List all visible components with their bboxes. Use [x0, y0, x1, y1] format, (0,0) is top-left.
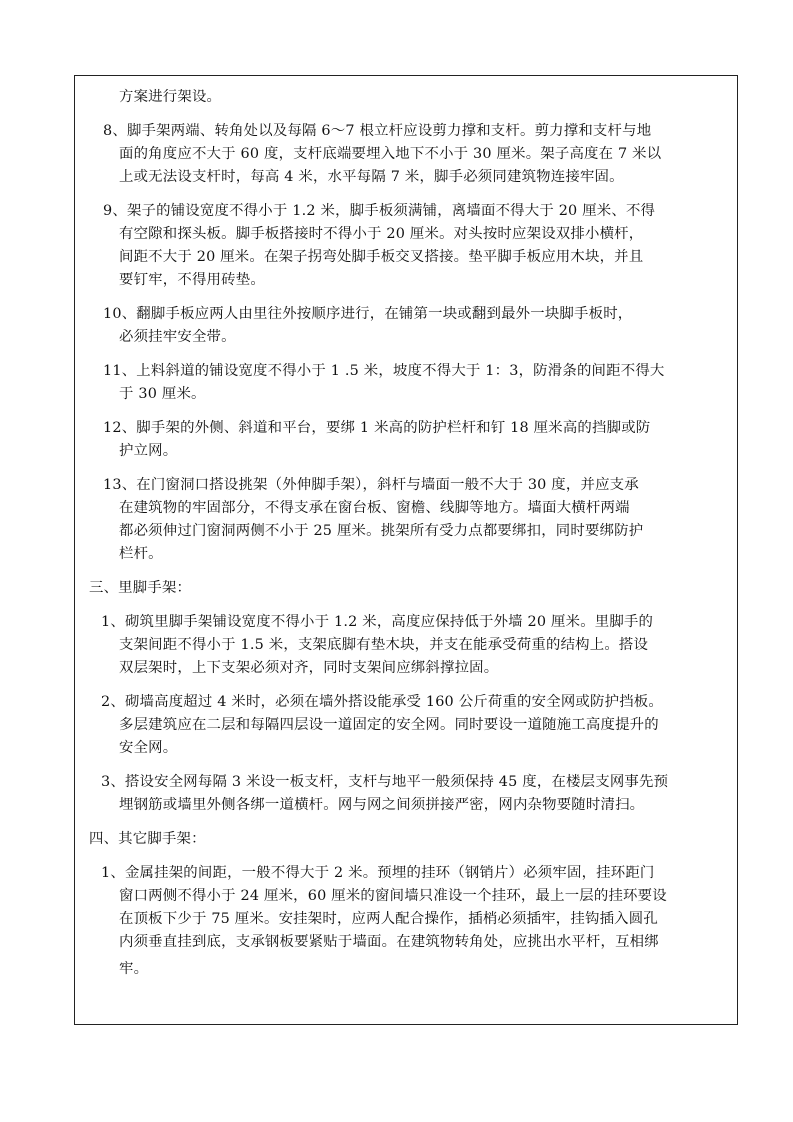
item-9-line-3: 间距不大于 20 厘米。在架子拐弯处脚手板交叉搭接。垫平脚手板应用木块，并且	[119, 249, 644, 265]
section-4-item-1-line-5: 牢。	[119, 961, 149, 977]
section-3-heading: 三、里脚手架：	[89, 580, 192, 596]
item-8-line-3: 上或无法设支杆时，每高 4 米，水平每隔 7 米，脚手必须同建筑物连接牢固。	[119, 169, 624, 185]
item-11-line-1: 11、上料斜道的铺设宽度不得小于 1 .5 米，坡度不得大于 1：3，防滑条的间距不得大	[103, 363, 665, 379]
section-3-item-3-line-2: 埋钢筋或墙里外侧各绑一道横杆。网与网之间须拼接严密，网内杂物要随时清扫。	[119, 797, 645, 813]
item-8-line-2: 面的角度应不大于 60 度，支杆底端要埋入地下不小于 30 厘米。架子高度在 7 米以	[119, 146, 662, 162]
item-10-line-2: 必须挂牢安全带。	[119, 329, 236, 345]
item-11-line-2: 于 30 厘米。	[119, 386, 206, 402]
item-13-line-2: 在建筑物的牢固部分，不得支承在窗台板、窗檐、线脚等地方。墙面大横杆两端	[119, 500, 630, 516]
item-13-line-3: 都必须伸过门窗洞两侧不小于 25 厘米。挑架所有受力点都要绑扣，同时要绑防护	[119, 523, 644, 539]
section-4-item-1-line-2: 窗口两侧不得小于 24 厘米，60 厘米的窗间墙只准设一个挂环，最上一层的挂环要设	[119, 888, 667, 904]
section-4-item-1-line-1: 1、金属挂架的间距，一般不得大于 2 米。预埋的挂环（钢销片）必须牢固，挂环距门	[101, 865, 655, 881]
section-3-item-2-line-3: 安全网。	[119, 740, 178, 756]
item-7-line-3: 方案进行架设。	[119, 89, 222, 105]
section-4-heading: 四、其它脚手架：	[89, 831, 206, 847]
item-12-line-2: 护立网。	[119, 443, 178, 459]
section-4-item-1-line-3: 在顶板下少于 75 厘米。安挂架时，应两人配合操作，插梢必须插牢，挂钩插入圆孔	[119, 911, 658, 927]
bordered-document-frame	[74, 75, 738, 1025]
item-12-line-1: 12、脚手架的外侧、斜道和平台，要绑 1 米高的防护栏杆和钉 18 厘米高的挡脚或防	[103, 420, 651, 436]
section-3-item-1-line-2: 支架间距不得小于 1.5 米，支架底脚有垫木块，并支在能承受荷重的结构上。搭设	[119, 637, 649, 653]
item-9-line-2: 有空隙和探头板。脚手板搭接时不得小于 20 厘米。对头按时应架设双排小横杆，	[119, 226, 644, 242]
document-body	[75, 86, 737, 984]
item-8-line-1: 8、脚手架两端、转角处以及每隔 6～7 根立杆应设剪力撑和支杆。剪力撑和支杆与地	[103, 123, 652, 139]
section-3-item-1-line-1: 1、砌筑里脚手架铺设宽度不得小于 1.2 米，高度应保持低于外墙 20 厘米。里脚手的	[101, 614, 654, 630]
section-3-item-1-line-3: 双层架时，上下支架必须对齐，同时支架间应绑斜撑拉固。	[119, 660, 499, 676]
item-10-line-1: 10、翻脚手板应两人由里往外按顺序进行，在铺第一块或翻到最外一块脚手板时，	[103, 306, 633, 322]
section-3-item-3-line-1: 3、搭设安全网每隔 3 米设一板支杆，支杆与地平一般须保持 45 度，在楼层支网事先预	[101, 774, 669, 790]
item-9-line-4: 要钉牢，不得用砖垫。	[119, 272, 265, 288]
section-4-item-1-line-4: 内须垂直挂到底，支承钢板要紧贴于墙面。在建筑物转角处，应挑出水平杆，互相绑	[119, 934, 659, 950]
section-3-item-2-line-2: 多层建筑应在二层和每隔四层设一道固定的安全网。同时要设一道随施工高度提升的	[119, 717, 659, 733]
item-9-line-1: 9、架子的铺设宽度不得小于 1.2 米，脚手板须满铺，离墙面不得大于 20 厘米、不得	[103, 203, 656, 219]
item-13-line-4: 栏杆。	[119, 546, 163, 562]
section-3-item-2-line-1: 2、砌墙高度超过 4 米时，必须在墙外搭设能承受 160 公斤荷重的安全网或防护挡板。	[101, 694, 663, 710]
item-13-line-1: 13、在门窗洞口搭设挑架（外伸脚手架），斜杆与墙面一般不大于 30 度，并应支承	[103, 477, 639, 493]
